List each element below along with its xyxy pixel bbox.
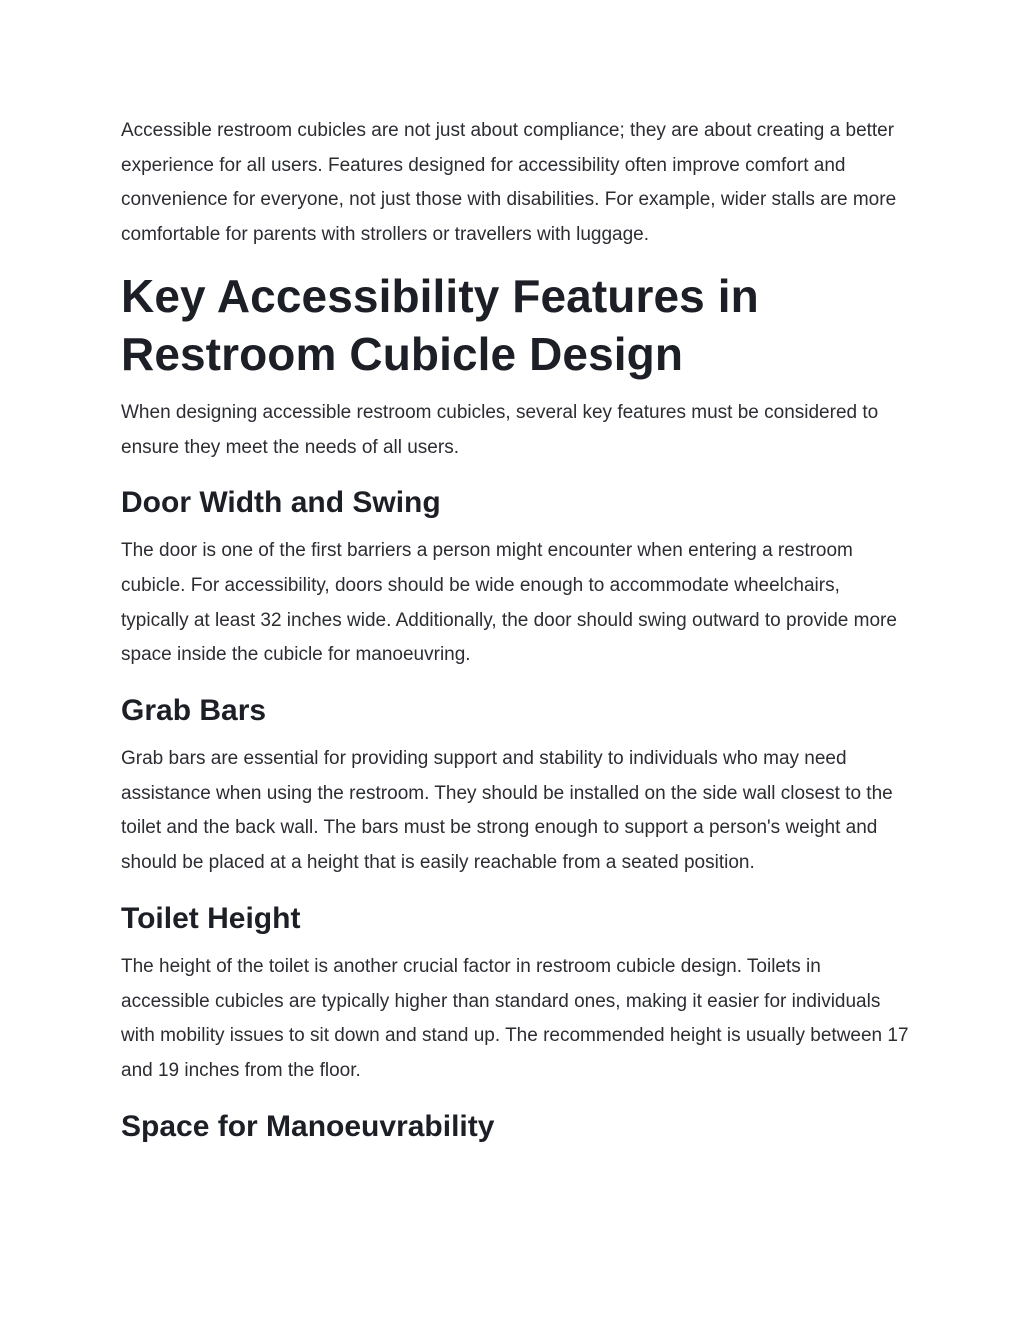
title-lead-paragraph: When designing accessible restroom cubicles, several key features must be considered to ensure they meet the needs of all users. xyxy=(121,401,879,458)
section-heading-door-width: Door Width and Swing xyxy=(121,486,441,520)
section-heading-grab-bars: Grab Bars xyxy=(121,694,267,728)
section-heading-manoeuvrability: Space for Manoeuvrability xyxy=(121,1109,495,1143)
section-body-grab-bars: Grab bars are essential for providing support and stability to individuals who may need assistance when using the restroom. They should be installed on the side wall closest to the toilet and the back wall. The bars must be strong enough to support a person's weight and should be placed at a height that is easily reachable from a seated position. xyxy=(121,748,893,874)
section-body-toilet-height: The height of the toilet is another crucial factor in restroom cubicle design. Toilets in accessible cubicles are typically higher than standard ones, making it easier for individuals with mobility issues to sit down and stand up. The recommended height is usually between 17 and 19 inches from the floor. xyxy=(121,955,909,1081)
page-title: Key Accessibility Features in Restroom Cubicle Design xyxy=(121,269,759,380)
section-heading-toilet-height: Toilet Height xyxy=(121,901,301,935)
intro-paragraph: Accessible restroom cubicles are not just about compliance; they are about creating a better experience for all users. Features designed for accessibility often improve comfort and convenience for everyone, not just those with disabilities. For example, wider stalls are more comfortable for parents with strollers or travellers with luggage. xyxy=(121,120,897,246)
document-page xyxy=(121,114,911,1147)
section-body-door-width: The door is one of the first barriers a person might encounter when entering a restroom cubicle. For accessibility, doors should be wide enough to accommodate wheelchairs, typically at least 32 inches wide. Additionally, the door should swing outward to provide more space inside the cubicle for manoeuvring. xyxy=(121,540,897,666)
